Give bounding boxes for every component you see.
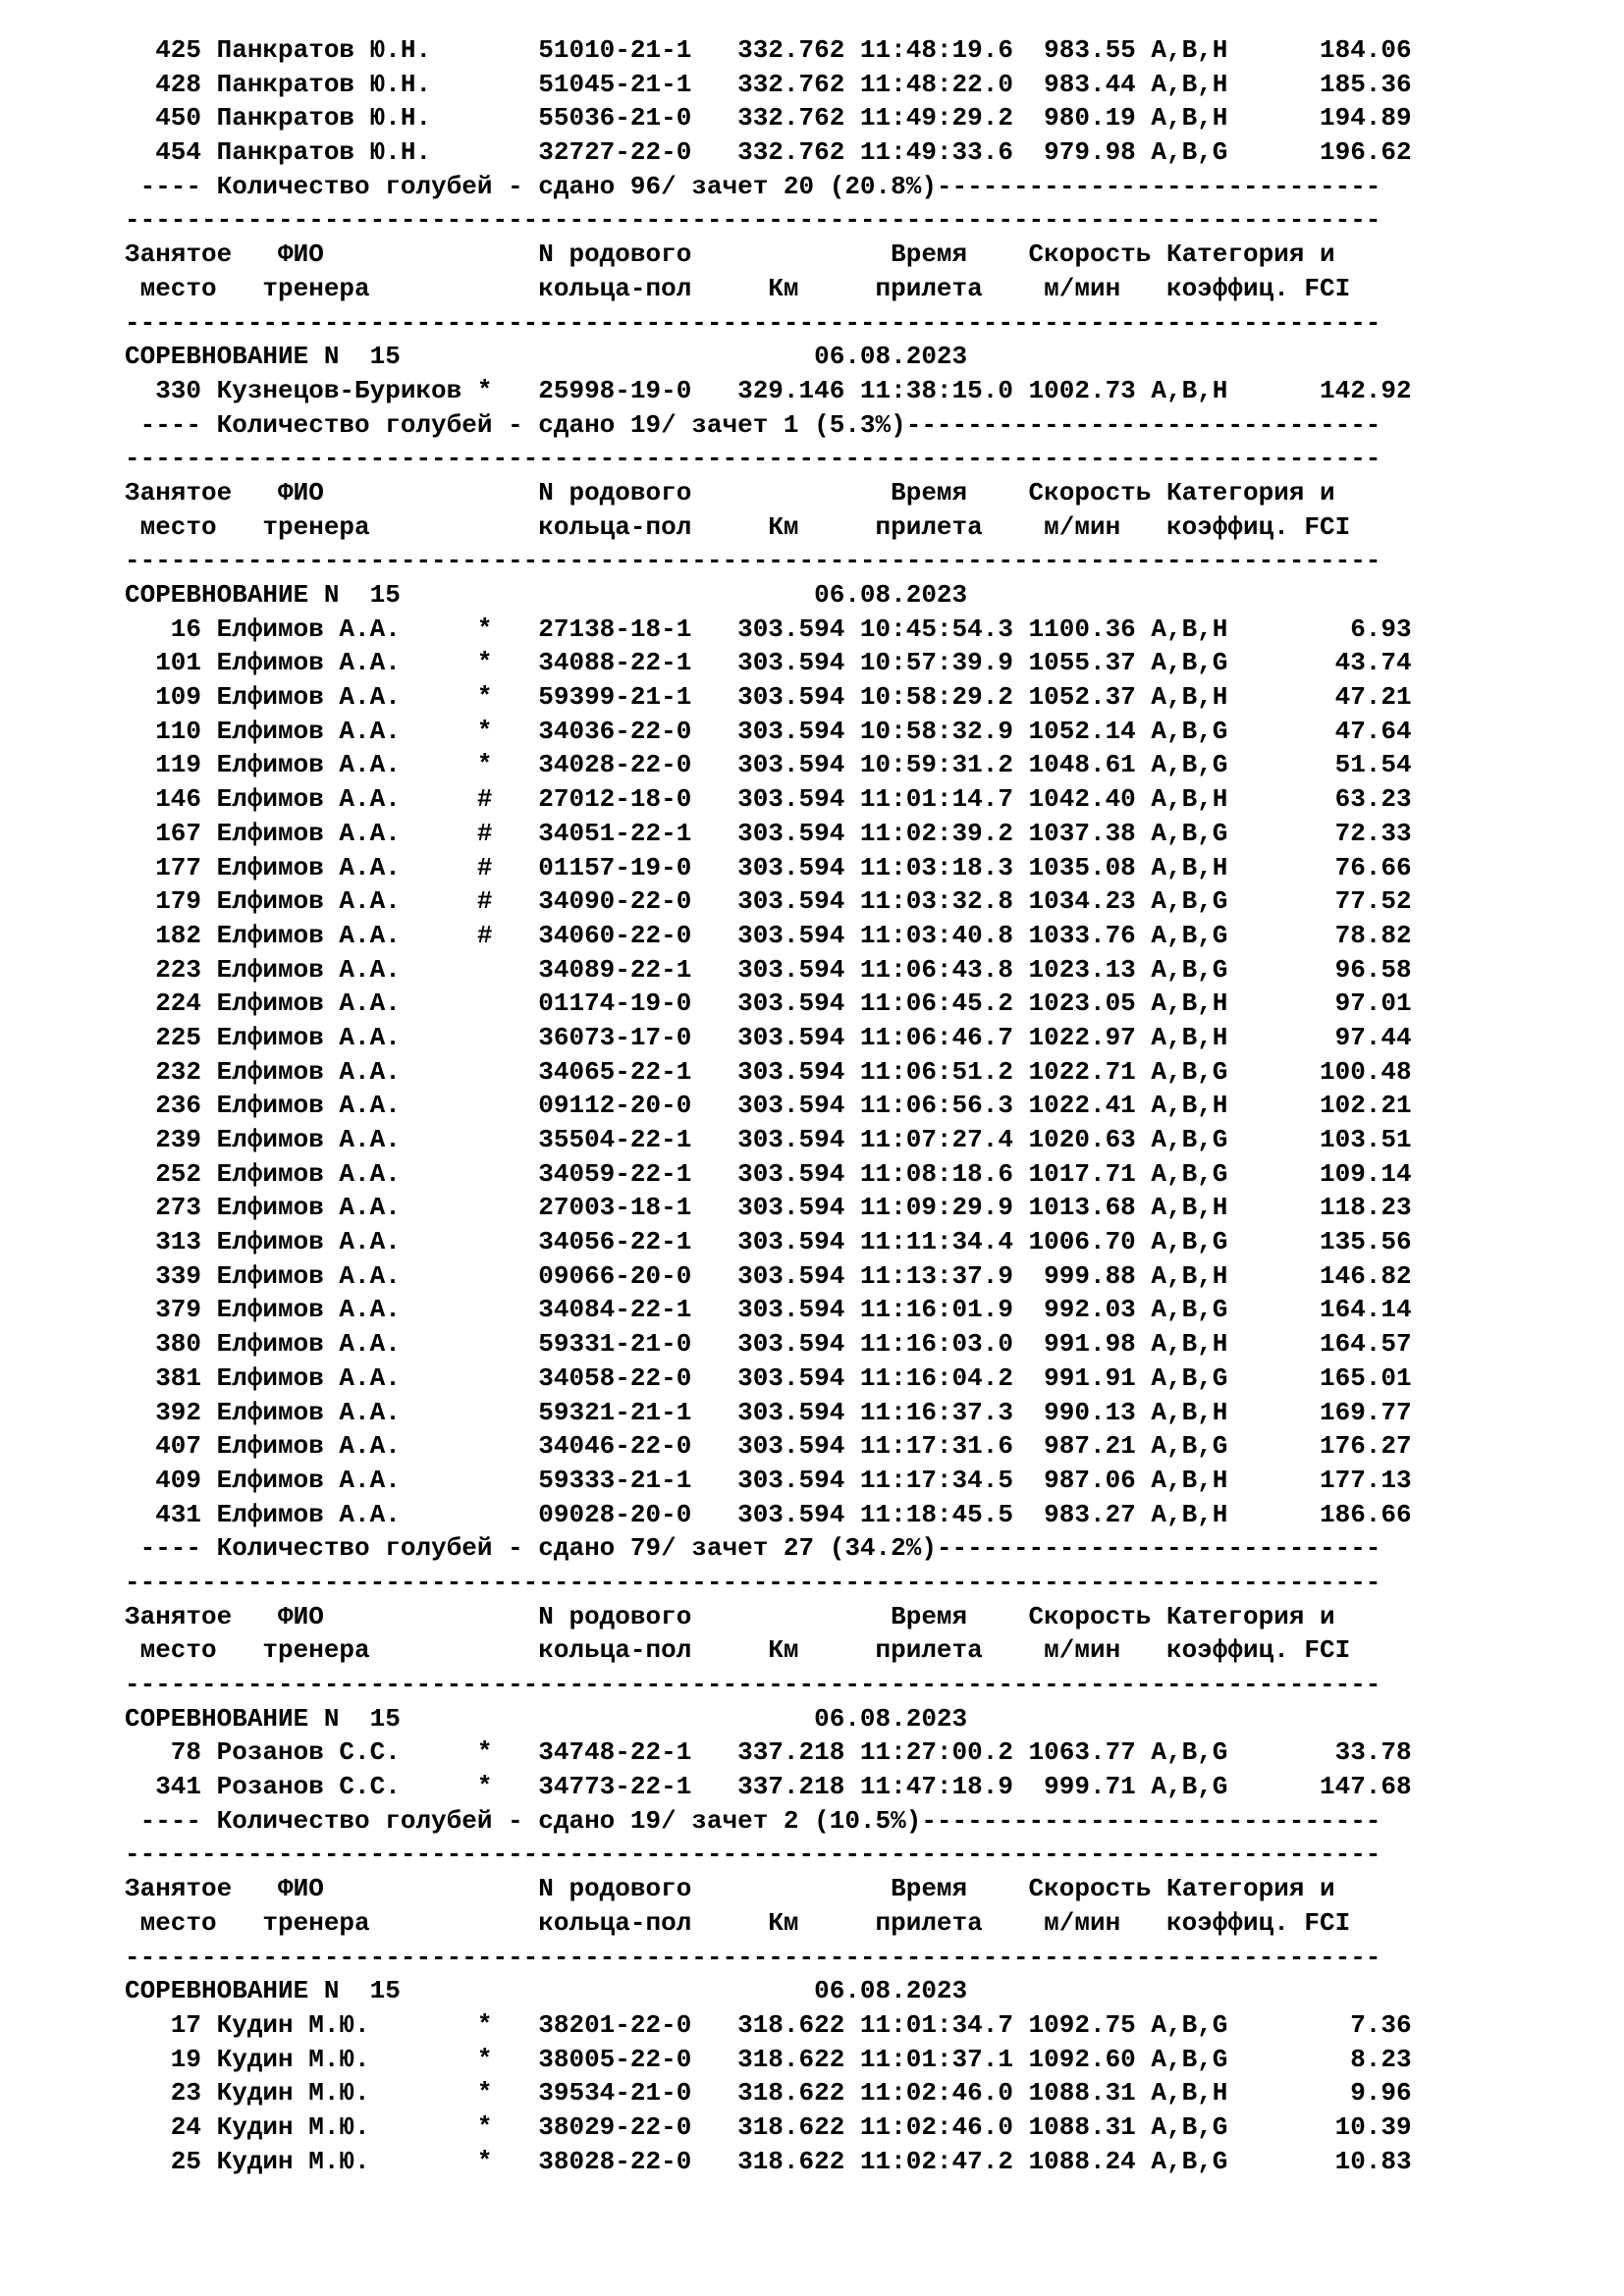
result-row: 182 Елфимов А.А. # 34060-22-0 303.594 11:03:40.8 1033.76 A,B,G 78.82 [125,920,1412,950]
result-row: 330 Кузнецов-Буриков * 25998-19-0 329.146 11:38:15.0 1002.73 A,B,H 142.92 [125,375,1412,405]
result-row: 109 Елфимов А.А. * 59399-21-1 303.594 10:58:29.2 1052.37 A,B,H 47.21 [125,682,1412,713]
result-row: 236 Елфимов А.А. 09112-20-0 303.594 11:06:56.3 1022.41 A,B,H 102.21 [125,1091,1412,1121]
column-header-line-2: место тренера кольца-пол Км прилета м/мин коэффиц. FCI [125,511,1351,542]
result-row: 25 Кудин М.Ю. * 38028-22-0 318.622 11:02:47.2 1088.24 A,B,G 10.83 [125,2146,1412,2176]
result-row: 17 Кудин М.Ю. * 38201-22-0 318.622 11:01:34.7 1092.75 A,B,G 7.36 [125,2009,1412,2040]
competition-header: СОРЕВНОВАНИЕ N 15 06.08.2023 [125,342,968,372]
result-row: 273 Елфимов А.А. 27003-18-1 303.594 11:09:29.9 1013.68 A,B,H 118.23 [125,1193,1412,1223]
result-row: 379 Елфимов А.А. 34084-22-1 303.594 11:16:01.9 992.03 A,B,G 164.14 [125,1295,1412,1325]
column-header-line-2: место тренера кольца-пол Км прилета м/мин коэффиц. FCI [125,273,1351,303]
result-row: 381 Елфимов А.А. 34058-22-0 303.594 11:16:04.2 991.91 A,B,G 165.01 [125,1362,1412,1393]
column-header-line-2: место тренера кольца-пол Км прилета м/мин коэффиц. FCI [125,1907,1351,1938]
competition-header: СОРЕВНОВАНИЕ N 15 06.08.2023 [125,580,968,610]
result-row: 224 Елфимов А.А. 01174-19-0 303.594 11:06:45.2 1023.05 A,B,H 97.01 [125,988,1412,1019]
results-listing [125,33,1412,2178]
separator-line: ---------------------------------------------------------------------------------- [125,1942,1381,1972]
result-row: 341 Розанов С.С. * 34773-22-1 337.218 11:47:18.9 999.71 A,B,G 147.68 [125,1772,1412,1802]
result-row: 428 Панкратов Ю.Н. 51045-21-1 332.762 11:48:22.0 983.44 A,B,H 185.36 [125,69,1412,99]
result-row: 431 Елфимов А.А. 09028-20-0 303.594 11:18:45.5 983.27 A,B,H 186.66 [125,1499,1412,1529]
summary-line: ---- Количество голубей - сдано 96/ зачет 20 (20.8%)----------------------------- [125,171,1381,201]
result-row: 232 Елфимов А.А. 34065-22-1 303.594 11:06:51.2 1022.71 A,B,G 100.48 [125,1056,1412,1087]
result-row: 223 Елфимов А.А. 34089-22-1 303.594 11:06:43.8 1023.13 A,B,G 96.58 [125,954,1412,985]
result-row: 24 Кудин М.Ю. * 38029-22-0 318.622 11:02:46.0 1088.31 A,B,G 10.39 [125,2111,1412,2142]
separator-line: ---------------------------------------------------------------------------------- [125,307,1381,338]
separator-line: ---------------------------------------------------------------------------------- [125,1567,1381,1597]
result-row: 392 Елфимов А.А. 59321-21-1 303.594 11:16:37.3 990.13 A,B,H 169.77 [125,1397,1412,1427]
result-row: 179 Елфимов А.А. # 34090-22-0 303.594 11:03:32.8 1034.23 A,B,G 77.52 [125,886,1412,917]
result-row: 23 Кудин М.Ю. * 39534-21-0 318.622 11:02:46.0 1088.31 A,B,H 9.96 [125,2078,1412,2109]
result-row: 16 Елфимов А.А. * 27138-18-1 303.594 10:45:54.3 1100.36 A,B,H 6.93 [125,614,1412,644]
result-row: 450 Панкратов Ю.Н. 55036-21-0 332.762 11:49:29.2 980.19 A,B,H 194.89 [125,103,1412,133]
separator-line: ---------------------------------------------------------------------------------- [125,1670,1381,1699]
column-header-line-1: Занятое ФИО N родового Время Скорость Категория и [125,240,1335,270]
result-row: 167 Елфимов А.А. # 34051-22-1 303.594 11:02:39.2 1037.38 A,B,G 72.33 [125,818,1412,848]
result-row: 252 Елфимов А.А. 34059-22-1 303.594 11:08:18.6 1017.71 A,B,G 109.14 [125,1158,1412,1189]
result-row: 239 Елфимов А.А. 35504-22-1 303.594 11:07:27.4 1020.63 A,B,G 103.51 [125,1125,1412,1154]
column-header-line-1: Занятое ФИО N родового Время Скорость Категория и [125,1601,1335,1631]
result-row: 454 Панкратов Ю.Н. 32727-22-0 332.762 11:49:33.6 979.98 A,B,G 196.62 [125,137,1412,168]
column-header-line-1: Занятое ФИО N родового Время Скорость Категория и [125,1874,1335,1904]
result-row: 110 Елфимов А.А. * 34036-22-0 303.594 10:58:32.9 1052.14 A,B,G 47.64 [125,716,1412,746]
result-row: 409 Елфимов А.А. 59333-21-1 303.594 11:17:34.5 987.06 A,B,H 177.13 [125,1465,1412,1495]
separator-line: ---------------------------------------------------------------------------------- [125,546,1381,576]
summary-line: ---- Количество голубей - сдано 19/ зачет 1 (5.3%)------------------------------- [125,409,1381,440]
result-row: 339 Елфимов А.А. 09066-20-0 303.594 11:13:37.9 999.88 A,B,H 146.82 [125,1260,1412,1291]
column-header-line-2: место тренера кольца-пол Км прилета м/мин коэффиц. FCI [125,1635,1351,1666]
result-row: 146 Елфимов А.А. # 27012-18-0 303.594 11:01:14.7 1042.40 A,B,H 63.23 [125,784,1412,815]
separator-line: ---------------------------------------------------------------------------------- [125,205,1381,236]
result-row: 425 Панкратов Ю.Н. 51010-21-1 332.762 11:48:19.6 983.55 A,B,H 184.06 [125,35,1412,65]
result-row: 101 Елфимов А.А. * 34088-22-1 303.594 10:57:39.9 1055.37 A,B,G 43.74 [125,648,1412,678]
summary-line: ---- Количество голубей - сдано 79/ зачет 27 (34.2%)----------------------------- [125,1533,1381,1564]
competition-header: СОРЕВНОВАНИЕ N 15 06.08.2023 [125,1703,968,1734]
result-row: 119 Елфимов А.А. * 34028-22-0 303.594 10:59:31.2 1048.61 A,B,G 51.54 [125,750,1412,780]
result-row: 313 Елфимов А.А. 34056-22-1 303.594 11:11:34.4 1006.70 A,B,G 135.56 [125,1227,1412,1257]
column-header-line-1: Занятое ФИО N родового Время Скорость Категория и [125,477,1335,507]
result-row: 407 Елфимов А.А. 34046-22-0 303.594 11:17:31.6 987.21 A,B,G 176.27 [125,1431,1412,1462]
result-row: 78 Розанов С.С. * 34748-22-1 337.218 11:27:00.2 1063.77 A,B,G 33.78 [125,1737,1412,1768]
result-row: 177 Елфимов А.А. # 01157-19-0 303.594 11:03:18.3 1035.08 A,B,H 76.66 [125,852,1412,882]
competition-header: СОРЕВНОВАНИЕ N 15 06.08.2023 [125,1976,968,2006]
result-row: 380 Елфимов А.А. 59331-21-0 303.594 11:16:03.0 991.98 A,B,H 164.57 [125,1329,1412,1360]
summary-line: ---- Количество голубей - сдано 19/ зачет 2 (10.5%)------------------------------ [125,1805,1381,1836]
result-row: 19 Кудин М.Ю. * 38005-22-0 318.622 11:01:37.1 1092.60 A,B,G 8.23 [125,2044,1412,2074]
result-row: 225 Елфимов А.А. 36073-17-0 303.594 11:06:46.7 1022.97 A,B,H 97.44 [125,1022,1412,1052]
separator-line: ---------------------------------------------------------------------------------- [125,1840,1381,1870]
separator-line: ---------------------------------------------------------------------------------- [125,444,1381,474]
